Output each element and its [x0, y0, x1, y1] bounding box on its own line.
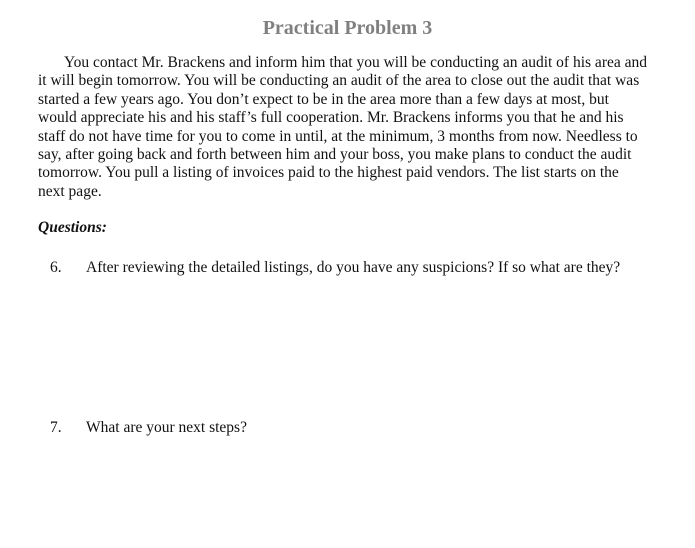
paragraph-line: next page.	[38, 182, 102, 200]
intro-paragraph	[38, 54, 670, 201]
paragraph-line: staff do not have time for you to come in until, at the minimum, 3 months from now. Needless to	[38, 127, 638, 145]
question-text: After reviewing the detailed listings, do you have any suspicions? If so what are they?	[86, 259, 621, 276]
paragraph-line: would appreciate his and his staff’s full cooperation. Mr. Brackens informs you that he and his	[38, 109, 624, 127]
page-title: Practical Problem 3	[262, 17, 433, 39]
paragraph-line: say, after going back and forth between him and your boss, you make plans to conduct the audit	[38, 146, 632, 164]
paragraph-line: You contact Mr. Brackens and inform him that you will be conducting an audit of his area and	[64, 54, 647, 71]
questions-heading: Questions:	[38, 219, 107, 236]
paragraph-line: tomorrow. You pull a listing of invoices paid to the highest paid vendors. The list starts on the	[38, 164, 619, 182]
question-number: 6.	[50, 259, 62, 276]
paragraph-line: started a few years ago. You don’t expect to be in the area more than a few days at most, but	[38, 90, 609, 108]
question-text: What are your next steps?	[86, 419, 247, 436]
paragraph-line: it will begin tomorrow. You will be conducting an audit of the area to close out the audit that was	[38, 72, 640, 90]
question-number: 7.	[50, 419, 62, 436]
